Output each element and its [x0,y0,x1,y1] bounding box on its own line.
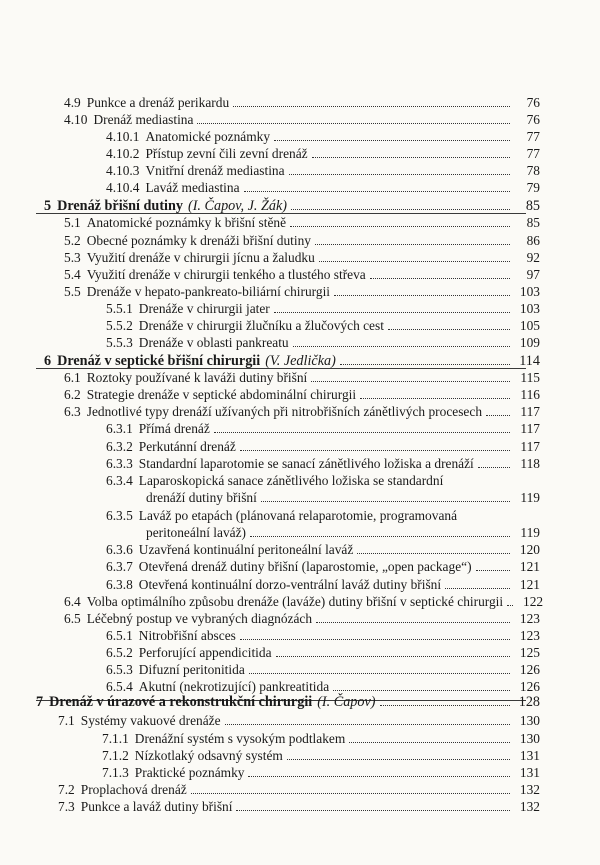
toc-page-number: 131 [519,748,540,763]
toc-page-number: 76 [526,95,540,110]
dot-leader [225,723,510,725]
dot-leader [311,380,510,382]
toc-page-number: 121 [519,577,540,592]
toc-page-number: 130 [519,713,540,728]
dot-leader [334,294,510,296]
toc-page-number: 132 [519,782,540,797]
toc-entry-title: Systémy vakuové drenáže [80,713,221,728]
toc-entry-title: Otevřená kontinuální dorzo-ventrální laváž dutiny břišní [138,577,442,592]
toc-entry-number: 4.10.2 [106,146,140,161]
toc-entry-title: Akutní (nekrotizující) pankreatitida [138,679,330,694]
dot-leader [476,569,510,571]
toc-entry-number: 6.3.3 [106,456,133,471]
toc-entry-number: 6.3.7 [106,559,133,574]
dot-leader [274,139,510,141]
dot-leader [197,122,510,124]
dot-leader [233,105,510,107]
dot-leader [340,363,510,365]
toc-entry-number: 7 [36,694,44,710]
dot-leader [236,809,510,811]
toc-entry-number: 5.4 [64,267,81,282]
toc-entry-number: 4.9 [64,95,81,110]
toc-page-number: 117 [520,404,540,419]
toc-entry-title: Standardní laparotomie se sanací zánětlivého ložiska a drenáží [138,456,474,471]
toc-entry-number: 5.2 [64,233,81,248]
toc-page-number: 117 [520,421,540,436]
toc-page-number: 97 [526,267,540,282]
dot-leader [445,587,510,589]
toc-page-number: 77 [526,146,540,161]
toc-entry-title: Punkce a drenáž perikardu [86,95,230,110]
toc-page-number: 103 [519,301,540,316]
toc-entry-number: 6.4 [64,594,81,609]
toc-entry [58,797,540,817]
toc-entry-title: Nitrobřišní absces [138,628,236,643]
toc-entry-title: Otevřená drenáž dutiny břišní (laparostomie, „open package“) [138,559,472,574]
toc-entry-number: 4.10.4 [106,180,140,195]
toc-entry-number: 6.5.1 [106,628,133,643]
toc-entry-number: 6.5.4 [106,679,133,694]
toc-page-number: 128 [518,694,540,710]
toc-entry-title: Využití drenáže v chirurgii jícnu a žaludku [86,250,315,265]
toc-chapter-authors: (I. Čapov, J. Žák) [187,198,287,214]
toc-entry-number: 7.3 [58,799,75,814]
toc-page-number: 122 [523,594,544,609]
toc-entry-number: 6.3 [64,404,81,419]
toc-page-number: 85 [526,215,540,230]
toc-entry [106,557,540,577]
dot-leader [276,655,510,657]
toc-chapter-heading [36,692,540,712]
toc-page-number: 132 [519,799,540,814]
dot-leader [291,208,510,210]
toc-entry-title: Roztoky používané k laváži dutiny břišní [86,370,308,385]
dot-leader [240,449,510,451]
toc-page-number: 119 [520,490,540,505]
toc-entry-number: 6.1 [64,370,81,385]
toc-chapter-authors: (I. Čapov) [317,694,376,710]
toc-entry-title: Punkce a laváž dutiny břišní [80,799,233,814]
dot-leader [293,345,510,347]
toc-entry-title: drenáží dutiny břišní [146,490,257,505]
toc-entry-title: Obecné poznámky k drenáži břišní dutiny [86,233,311,248]
toc-page-number: 131 [519,765,540,780]
toc-entry-title: Laváž mediastina [145,180,240,195]
toc-page-number: 105 [519,318,540,333]
toc-entry-number: 6.5.2 [106,645,133,660]
toc-entry-number: 7.1.3 [102,765,129,780]
toc-entry [58,711,540,731]
toc-entry-title: Anatomické poznámky [145,129,271,144]
toc-entry-title: Volba optimálního způsobu drenáže (laváže) dutiny břišní v septické chirurgii [86,594,504,609]
dot-leader [478,466,510,468]
toc-entry-title: Drenáž v úrazové a rekonstrukční chirurgii [49,694,313,710]
toc-entry-number: 7.1 [58,713,75,728]
toc-entry-title: Drenáže v hepato-pankreato-biliární chirurgii [86,284,331,299]
toc-entry-number: 5 [44,198,52,214]
toc-entry-title: Laparoskopická sanace zánětlivého ložiska se standardní [138,473,444,488]
toc-page-number: 77 [526,129,540,144]
toc-entry-number: 6.3.2 [106,439,133,454]
toc-entry-title: Jednotlivé typy drenáží užívaných při nitrobřišních zánětlivých procesech [86,404,483,419]
dot-leader [287,758,510,760]
toc-page-number: 126 [519,679,540,694]
toc-entry-title: Drenáže v chirurgii jater [138,301,270,316]
toc-entry-number: 4.10.3 [106,163,140,178]
toc-entry [106,178,540,198]
toc-entry-number: 6.5.3 [106,662,133,677]
toc-page-number: 85 [525,198,540,214]
dot-leader [315,243,510,245]
toc-page-number: 78 [526,163,540,178]
dot-leader [357,552,510,554]
toc-entry-number: 6.3.1 [106,421,133,436]
toc-entry-title: Anatomické poznámky k břišní stěně [86,215,287,230]
toc-page-number: 117 [520,439,540,454]
toc-entry-title: Drenáže v oblasti pankreatu [138,335,289,350]
dot-leader [250,535,510,537]
toc-page-number: 109 [519,335,540,350]
toc-page-number: 103 [519,284,540,299]
toc-entry-number: 6.3.6 [106,542,133,557]
toc-entry-title: Drenážní systém s vysokým podtlakem [134,731,346,746]
toc-page-number: 116 [520,387,540,402]
toc-entry-title: Drenáž v septické břišní chirurgii [57,353,261,369]
toc-entry-title: Praktické poznámky [134,765,245,780]
toc-page-number: 120 [519,542,540,557]
dot-leader [380,704,510,706]
toc-entry-title: Perkutánní drenáž [138,439,236,454]
toc-entry-number: 6.3.5 [106,508,133,523]
toc-entry-title: Difuzní peritonitida [138,662,245,677]
dot-leader [319,260,510,262]
dot-leader [290,225,510,227]
dot-leader [507,604,513,606]
toc-page-number: 125 [519,645,540,660]
toc-entry [106,419,540,439]
dot-leader [316,621,510,623]
toc-entry-number: 5.3 [64,250,81,265]
toc-entry-number: 6.2 [64,387,81,402]
toc-page-number: 92 [526,250,540,265]
toc-entry-title: Drenáž mediastina [93,112,194,127]
toc-entry-number: 7.2 [58,782,75,797]
dot-leader [240,638,510,640]
toc-entry-number: 7.1.2 [102,748,129,763]
toc-page-number: 126 [519,662,540,677]
dot-leader [312,156,510,158]
dot-leader [214,431,510,433]
dot-leader [388,328,510,330]
toc-entry-number: 7.1.1 [102,731,129,746]
toc-entry-number: 5.5.1 [106,301,133,316]
toc-entry-title: Vnitřní drenáž mediastina [145,163,285,178]
dot-leader [360,397,510,399]
toc-page-number: 114 [519,353,540,369]
toc-entry-title: Nízkotlaký odsavný systém [134,748,283,763]
dot-leader [261,500,510,502]
toc-entry-number: 4.10.1 [106,129,140,144]
toc-entry-number: 4.10 [64,112,88,127]
toc-page-number: 86 [526,233,540,248]
toc-entry-number: 5.1 [64,215,81,230]
toc-entry [64,213,540,233]
toc-entry-number: 6 [44,353,52,369]
toc-entry-number: 5.5.3 [106,335,133,350]
dot-leader [244,190,510,192]
toc-entry-title: Drenáž břišní dutiny [57,198,183,214]
toc-entry-number: 5.5 [64,284,81,299]
toc-page-number: 76 [526,112,540,127]
dot-leader [333,689,510,691]
toc-entry-title: Strategie drenáže v septické abdominální chirurgii [86,387,357,402]
toc-page-number: 119 [520,525,540,540]
toc-entry-title: Perforující appendicitida [138,645,272,660]
toc-entry-title: Drenáže v chirurgii žlučníku a žlučových cest [138,318,384,333]
toc-entry-number: 5.5.2 [106,318,133,333]
dot-leader [289,173,510,175]
toc-entry-title: Uzavřená kontinuální peritoneální laváž [138,542,354,557]
toc-entry-title: peritoneální laváž) [146,525,247,540]
toc-page-number: 130 [519,731,540,746]
toc-entry-number: 6.3.4 [106,473,133,488]
toc-entry-title: Léčebný postup ve vybraných diagnózách [86,611,313,626]
toc-page-number: 123 [519,611,540,626]
dot-leader [191,792,510,794]
toc-entry [106,333,540,353]
dot-leader [249,672,510,674]
dot-leader [370,277,510,279]
toc-entry-number: 6.3.8 [106,577,133,592]
toc-page-number: 115 [520,370,540,385]
dot-leader [274,311,510,313]
toc-page-number: 79 [526,180,540,195]
toc-entry-title: Laváž po etapách (plánovaná relaparotomie, programovaná [138,508,458,523]
toc-entry-title: Proplachová drenáž [80,782,187,797]
toc-page-number: 121 [519,559,540,574]
toc-chapter-authors: (V. Jedlička) [265,353,336,369]
toc-entry-title: Přístup zevní čili zevní drenáž [145,146,308,161]
toc-entry [146,488,540,508]
toc-entry-title: Využití drenáže v chirurgii tenkého a tlustého střeva [86,267,366,282]
toc-page-number: 123 [519,628,540,643]
dot-leader [248,775,510,777]
toc-entry-number: 6.5 [64,611,81,626]
dot-leader [349,741,510,743]
toc-entry-title: Přímá drenáž [138,421,210,436]
toc-page-number: 118 [520,456,540,471]
dot-leader [486,414,510,416]
